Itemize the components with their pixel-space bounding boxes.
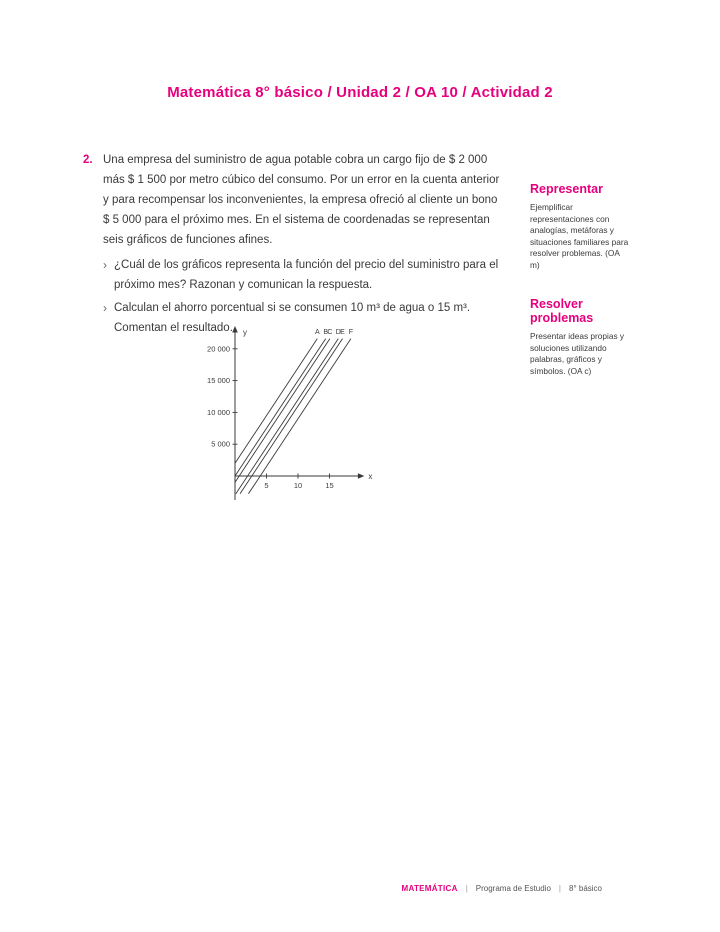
- skills-sidebar: [530, 182, 630, 403]
- exercise-block: [83, 150, 503, 338]
- page-footer: [402, 884, 603, 893]
- footer-grade: 8° básico: [569, 884, 602, 893]
- svg-text:E: E: [340, 329, 345, 337]
- bullet-text: ¿Cuál de los gráficos representa la función del precio del suministro para el próximo mes? Razonan y comunican la respuesta.: [114, 259, 499, 291]
- svg-text:5: 5: [264, 481, 269, 490]
- footer-brand: MATEMÁTICA: [401, 884, 458, 893]
- svg-text:y: y: [243, 328, 247, 337]
- page-title: Matemática 8° básico / Unidad 2 / OA 10 / Actividad 2: [167, 84, 553, 101]
- coordinate-chart: [193, 318, 423, 510]
- problem-statement: [83, 150, 503, 250]
- svg-text:C: C: [327, 329, 333, 337]
- item-number: 2.: [83, 154, 93, 166]
- sidebar-body-resolver-problemas: Presentar ideas propias y soluciones utilizando palabras, gráficos y símbolos. (OA c): [530, 331, 625, 376]
- sidebar-heading-resolver-problemas: Resolver problemas: [530, 297, 594, 325]
- bullet-item: [103, 255, 503, 295]
- footer-program: Programa de Estudio: [475, 884, 551, 893]
- bullet-marker: ›: [103, 301, 107, 315]
- footer-separator: |: [558, 884, 561, 893]
- sidebar-body-representar: Ejemplificar representaciones con analogías, metáforas y situaciones familiares para resolver problemas. (OA m): [530, 202, 629, 270]
- bullet-marker: ›: [103, 258, 107, 272]
- bullet-text: Calculan el ahorro porcentual si se consumen 10 m³ de agua o 15 m³. Comentan el resultado.: [114, 302, 471, 334]
- svg-text:5 000: 5 000: [211, 439, 230, 449]
- svg-text:D: D: [335, 329, 341, 337]
- svg-text:15 000: 15 000: [207, 376, 230, 386]
- footer-separator: |: [465, 884, 468, 893]
- svg-text:15: 15: [325, 481, 334, 490]
- svg-text:10 000: 10 000: [207, 407, 230, 417]
- svg-text:A: A: [314, 329, 320, 337]
- svg-text:x: x: [368, 472, 373, 481]
- sidebar-heading-representar: Representar: [530, 182, 603, 196]
- svg-text:20 000: 20 000: [207, 344, 230, 354]
- svg-text:F: F: [348, 329, 354, 337]
- problem-text: Una empresa del suministro de agua potable cobra un cargo fijo de $ 2 000 más $ 1 500 por metro cúbico del consumo. Por un error en la cuenta anterior y para recompensar los inconvenientes, la empresa ofreció al cliente un bono $ 5 000 para el próximo mes. En el sistema de coordenadas se representan seis gráficos de funciones afines.: [103, 154, 500, 246]
- svg-text:B: B: [323, 329, 329, 337]
- svg-text:10: 10: [293, 481, 303, 490]
- affine-functions-plot: [193, 318, 423, 510]
